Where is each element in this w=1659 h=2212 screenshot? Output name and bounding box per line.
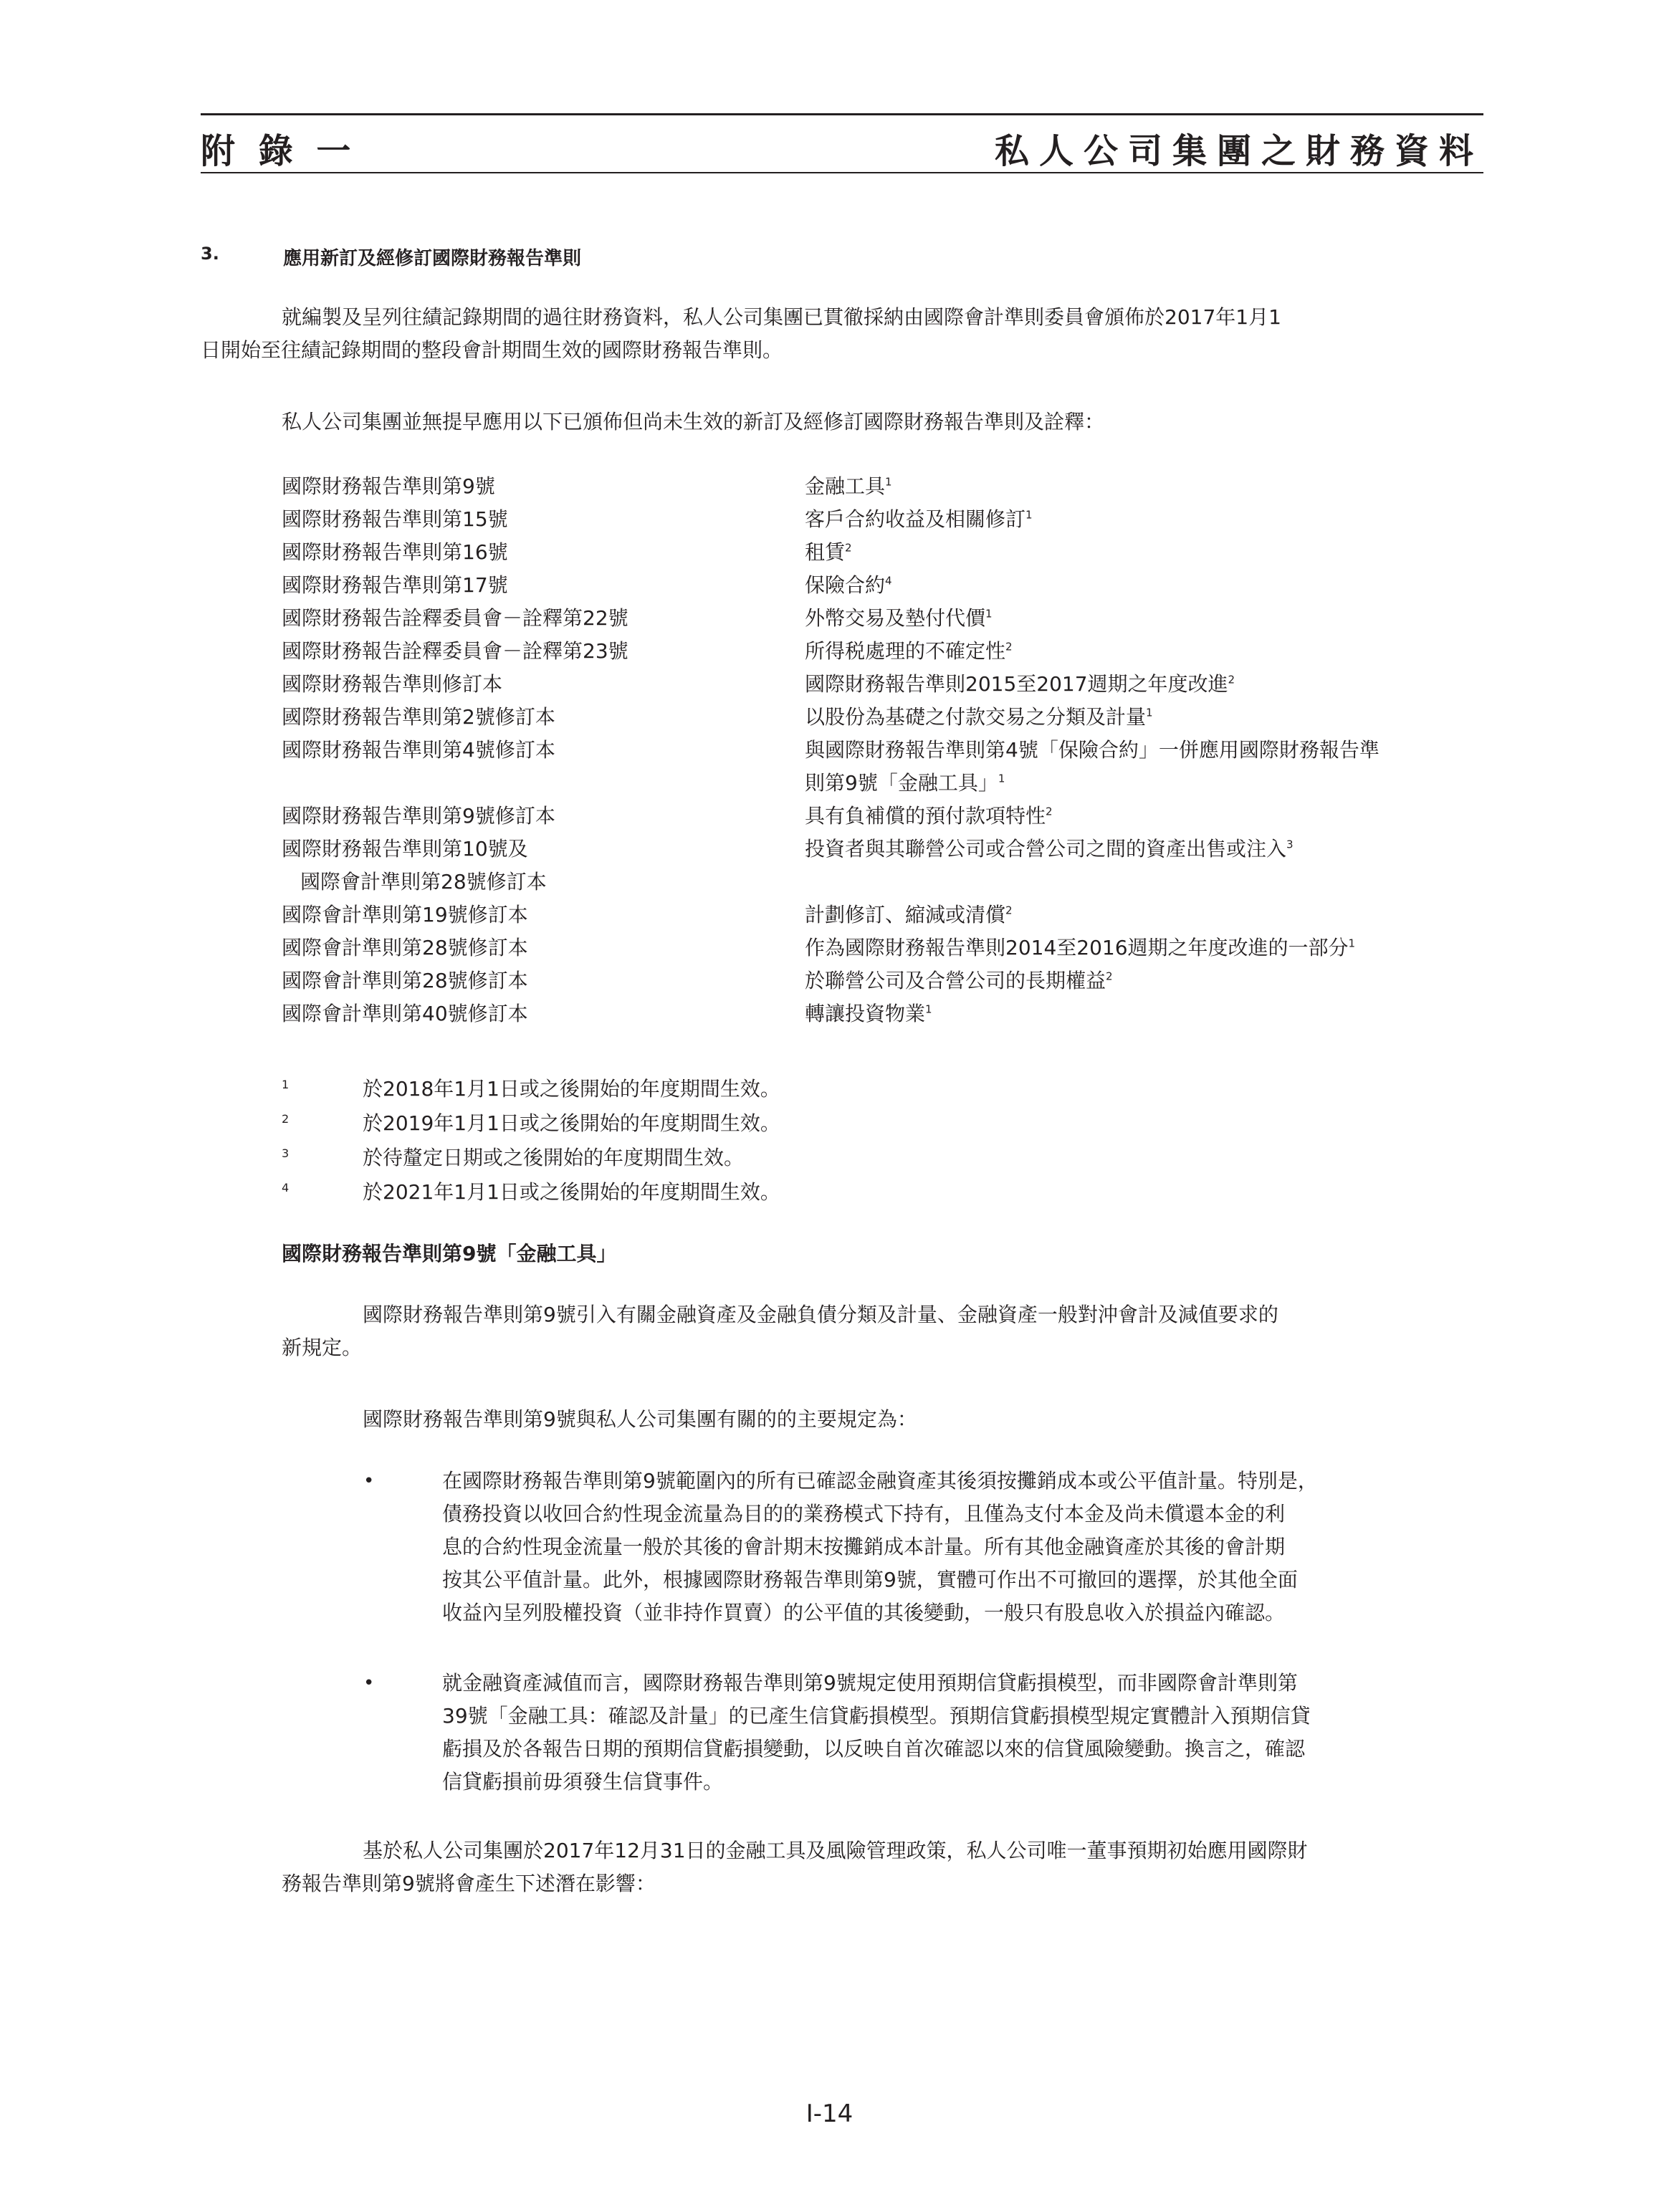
footnote-text: 於2021年1月1日或之後開始的年度期間生效。 xyxy=(363,1180,780,1204)
standard-name: 國際會計準則第28號修訂本 xyxy=(282,969,528,992)
standard-description: 客戶合約收益及相關修訂$^1$ xyxy=(805,507,1033,531)
standard-name: 國際財務報告準則第17號 xyxy=(282,573,508,597)
header-top-rule xyxy=(201,113,1483,115)
bullet-icon: • xyxy=(363,1470,375,1492)
bullet-text: 在國際財務報告準則第9號範圍內的所有已確認金融資產其後須按攤銷成本或公平值計量。特別是， 債務投資以收回合約性現金流量為目的的業務模式下持有，且僅為支付本金及尚未償還本金的利 息的合約性現金流量一般於其後的會計期末按攤銷成本計量。所有其他金融資產於其後的會計期 按其公平值計量。此外，根據國際財務報告準則第9號，實體可作出不可撤回的選擇，於其他全面 收益內呈列股權投資（並非持作買賣）的公平值的其後變動，一般只有股息收入於損益內確認。 xyxy=(442,1469,1318,1624)
standard-description: 國際財務報告準則2015至2017週期之年度改進$^2$ xyxy=(805,672,1235,696)
intro-paragraph xyxy=(201,301,1483,367)
not-adopted-paragraph xyxy=(282,406,1104,439)
bullet-icon: • xyxy=(363,1672,375,1694)
standard-name: 國際財務報告準則第10號及 國際會計準則第28號修訂本 xyxy=(282,837,547,894)
standard-description: 以股份為基礎之付款交易之分類及計量$^1$ xyxy=(805,705,1153,729)
standard-description: 於聯營公司及合營公司的長期權益$^2$ xyxy=(805,969,1113,992)
standard-name: 國際財務報告準則第16號 xyxy=(282,540,508,564)
standard-description: 具有負補償的預付款項特性$^2$ xyxy=(805,804,1053,828)
standard-name: 國際會計準則第40號修訂本 xyxy=(282,1002,528,1025)
footnote-mark: 3 xyxy=(282,1146,290,1160)
standard-name: 國際財務報告詮釋委員會－詮釋第22號 xyxy=(282,606,628,630)
standard-name: 國際財務報告準則第15號 xyxy=(282,507,508,531)
standard-description: 轉讓投資物業$^1$ xyxy=(805,1002,932,1025)
footnote-mark: 4 xyxy=(282,1181,290,1194)
ifrs9-para2-text: 國際財務報告準則第9號與私人公司集團有關的的主要規定為： xyxy=(363,1407,917,1431)
ifrs9-heading: 國際財務報告準則第9號「金融工具」 xyxy=(282,1242,617,1265)
section-title: 應用新訂及經修訂國際財務報告準則 xyxy=(283,248,582,269)
standard-name: 國際財務報告準則修訂本 xyxy=(282,672,503,696)
section-number: 3. xyxy=(201,244,219,264)
ifrs9-paragraph-2 xyxy=(363,1403,917,1436)
ifrs9-para3-line1: 基於私人公司集團於2017年12月31日的金融工具及風險管理政策，私人公司唯一董事預期初始應用國際財 xyxy=(363,1839,1308,1862)
standard-description: 所得税處理的不確定性$^2$ xyxy=(805,639,1013,663)
standard-name: 國際財務報告準則第4號修訂本 xyxy=(282,738,555,762)
ifrs9-para1-line1: 國際財務報告準則第9號引入有關金融資產及金融負債分類及計量、金融資產一般對沖會計及減值要求的 xyxy=(363,1303,1278,1326)
standard-description: 金融工具$^1$ xyxy=(805,474,892,498)
standard-name: 國際財務報告準則第9號修訂本 xyxy=(282,804,555,828)
not-adopted-text: 私人公司集團並無提早應用以下已頒佈但尚未生效的新訂及經修訂國際財務報告準則及詮釋： xyxy=(282,410,1105,434)
standard-name: 國際財務報告準則第2號修訂本 xyxy=(282,705,555,729)
standard-name: 國際會計準則第19號修訂本 xyxy=(282,903,528,927)
standard-name: 國際財務報告詮釋委員會－詮釋第23號 xyxy=(282,639,628,663)
ifrs9-para3-line2: 務報告準則第9號將會產生下述潛在影響： xyxy=(282,1872,656,1895)
footnote-mark: 2 xyxy=(282,1112,290,1126)
standard-description: 與國際財務報告準則第4號「保險合約」一併應用國際財務報告準 則第9號「金融工具」$^1$ xyxy=(805,738,1380,795)
page-header xyxy=(201,113,1483,178)
ifrs9-paragraph-3 xyxy=(282,1834,1483,1900)
footnote-text: 於2019年1月1日或之後開始的年度期間生效。 xyxy=(363,1111,780,1135)
appendix-title: 私人公司集團之財務資料 xyxy=(994,131,1483,171)
intro-line-2: 日開始至往績記錄期間的整段會計期間生效的國際財務報告準則。 xyxy=(201,338,783,362)
standard-description: 租賃$^2$ xyxy=(805,540,852,564)
standard-description: 計劃修訂、縮減或清償$^2$ xyxy=(805,903,1013,927)
footnote-mark: 1 xyxy=(282,1078,290,1091)
intro-line-1: 就編製及呈列往績記錄期間的過往財務資料，私人公司集團已貫徹採納由國際會計準則委員會頒佈於2017年1月1 xyxy=(282,305,1281,329)
appendix-label: 附 錄 一 xyxy=(201,131,357,171)
ifrs9-paragraph-1 xyxy=(282,1298,1483,1364)
standard-description: 投資者與其聯營公司或合營公司之間的資產出售或注入$^3$ xyxy=(805,837,1294,861)
standard-description: 保險合約$^4$ xyxy=(805,573,892,597)
bullet-text: 就金融資產減值而言，國際財務報告準則第9號規定使用預期信貸虧損模型，而非國際會計準則第 39號「金融工具：確認及計量」的已產生信貸虧損模型。預期信貸虧損模型規定實體計入預期信貸 虧損及於各報告日期的預期信貸虧損變動，以反映自首次確認以來的信貸風險變動。換言之，確認 信貸虧損前毋須發生信貸事件。 xyxy=(442,1671,1311,1794)
standard-name: 國際財務報告準則第9號 xyxy=(282,474,495,498)
page-number: I-14 xyxy=(805,2100,854,2128)
footnote-text: 於2018年1月1日或之後開始的年度期間生效。 xyxy=(363,1077,780,1101)
standard-description: 外幣交易及墊付代價$^1$ xyxy=(805,606,993,630)
standard-description: 作為國際財務報告準則2014至2016週期之年度改進的一部分$^1$ xyxy=(805,936,1356,959)
header-bottom-rule xyxy=(201,172,1483,173)
ifrs9-para1-line2: 新規定。 xyxy=(282,1336,363,1359)
standard-name: 國際會計準則第28號修訂本 xyxy=(282,936,528,959)
footnote-text: 於待釐定日期或之後開始的年度期間生效。 xyxy=(363,1146,745,1169)
